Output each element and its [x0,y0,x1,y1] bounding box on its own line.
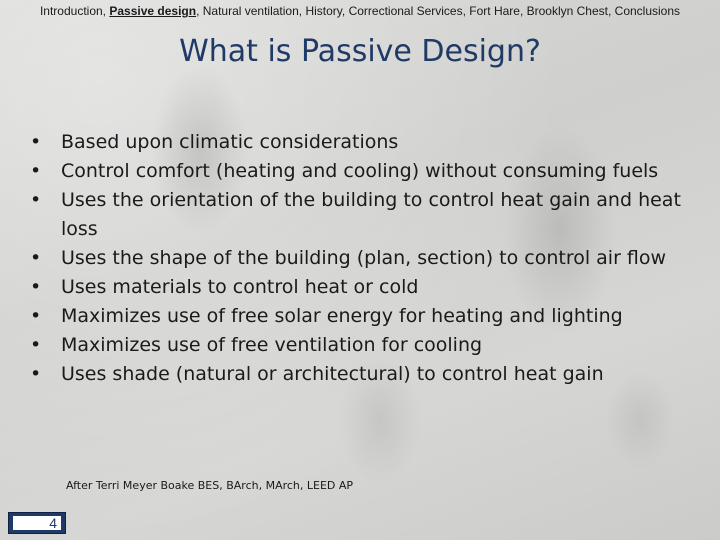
bullet-item: • Uses materials to control heat or cold [30,273,700,302]
bullet-item: • Based upon climatic considerations [30,128,700,157]
bullet-item: • Maximizes use of free solar energy for heating and lighting [30,302,700,331]
bullet-item: • Maximizes use of free ventilation for cooling [30,331,700,360]
slide-title: What is Passive Design? [179,34,541,69]
nav-item-sections-after[interactable]: , Natural ventilation, History, Correctional Services, Fort Hare, Brooklyn Chest, Conclusions [196,4,681,18]
nav-item-passive-design[interactable]: Passive design [109,4,197,18]
credit-text: After Terri Meyer Boake BES, BArch, MArch, LEED AP [66,479,354,492]
section-nav [0,4,720,18]
bullet-item: • Control comfort (heating and cooling) without consuming fuels [30,157,700,186]
bullet-list [30,128,700,389]
page-number-box [8,512,66,534]
bullet-item: • Uses the shape of the building (plan, section) to control air flow [30,244,700,273]
page-number: 4 [13,516,61,530]
bullet-item: • Uses shade (natural or architectural) to control heat gain [30,360,700,389]
bullet-item: • Uses the orientation of the building to control heat gain and heat loss [30,186,700,244]
nav-item-sections-before[interactable]: Introduction, [39,4,110,18]
